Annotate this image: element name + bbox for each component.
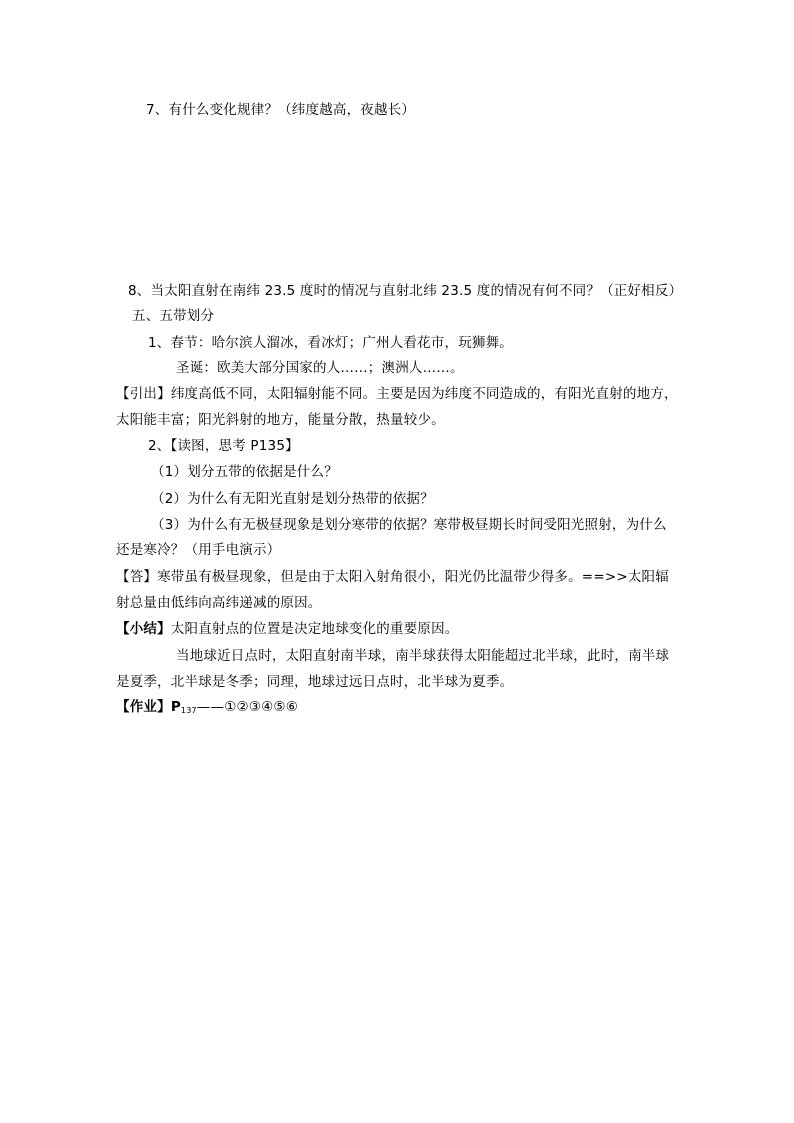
item-2-read-figure: 2、【读图，思考 P135】 bbox=[148, 438, 299, 454]
question-8: 8、当太阳直射在南纬 23.5 度时的情况与直射北纬 23.5 度的情况有何不同？（正好相反） bbox=[128, 283, 683, 299]
question-7: 7、有什么变化规律？（纬度越高，夜越长） bbox=[146, 102, 416, 118]
intro-text-1: 纬度高低不同，太阳辐射能不同。主要是因为纬度不同造成的，有阳光直射的地方， bbox=[170, 386, 678, 402]
sub-question-3-line-1: （3）为什么有无极昼现象是划分寒带的依据？寒带极昼期长时间受阳光照射，为什么 bbox=[151, 517, 667, 533]
sub-question-1: （1）划分五带的依据是什么？ bbox=[151, 464, 338, 480]
section-5-heading: 五、五带划分 bbox=[132, 308, 215, 324]
homework-items: ——①②③④⑤⑥ bbox=[196, 699, 299, 715]
answer-label: 【答】 bbox=[116, 569, 158, 585]
sub-question-3-line-2: 还是寒冷？（用手电演示） bbox=[116, 542, 281, 558]
answer-line-2: 射总量由低纬向高纬递减的原因。 bbox=[116, 595, 322, 611]
intro-label: 【引出】 bbox=[116, 386, 171, 402]
intro-paragraph-line-2: 太阳能丰富；阳光斜射的地方，能量分散，热量较少。 bbox=[116, 412, 445, 428]
homework-line bbox=[116, 698, 298, 720]
answer-line-1 bbox=[116, 568, 669, 586]
homework-page-number: 137 bbox=[180, 706, 197, 715]
summary-line-2: 当地球近日点时，太阳直射南半球，南半球获得太阳能超过北半球，此时，南半球 bbox=[176, 648, 670, 664]
christmas-line: 圣诞：欧美大部分国家的人……；澳洲人……。 bbox=[176, 360, 464, 376]
summary-line-1 bbox=[116, 620, 459, 638]
sub-question-2: （2）为什么有无阳光直射是划分热带的依据？ bbox=[151, 491, 434, 507]
summary-label: 【小结】 bbox=[116, 621, 171, 637]
homework-page-letter: P bbox=[170, 699, 181, 715]
summary-line-3: 是夏季，北半球是冬季；同理，地球过远日点时，北半球为夏季。 bbox=[116, 674, 514, 690]
item-1-spring-festival: 1、春节：哈尔滨人溜冰，看冰灯；广州人看花市，玩狮舞。 bbox=[148, 335, 513, 351]
summary-text-1: 太阳直射点的位置是决定地球变化的重要原因。 bbox=[170, 621, 459, 637]
intro-paragraph-line-1 bbox=[116, 385, 678, 403]
answer-text-1: 寒带虽有极昼现象，但是由于太阳入射角很小，阳光仍比温带少得多。==>>太阳辐 bbox=[157, 569, 669, 585]
homework-label: 【作业】 bbox=[116, 699, 171, 715]
